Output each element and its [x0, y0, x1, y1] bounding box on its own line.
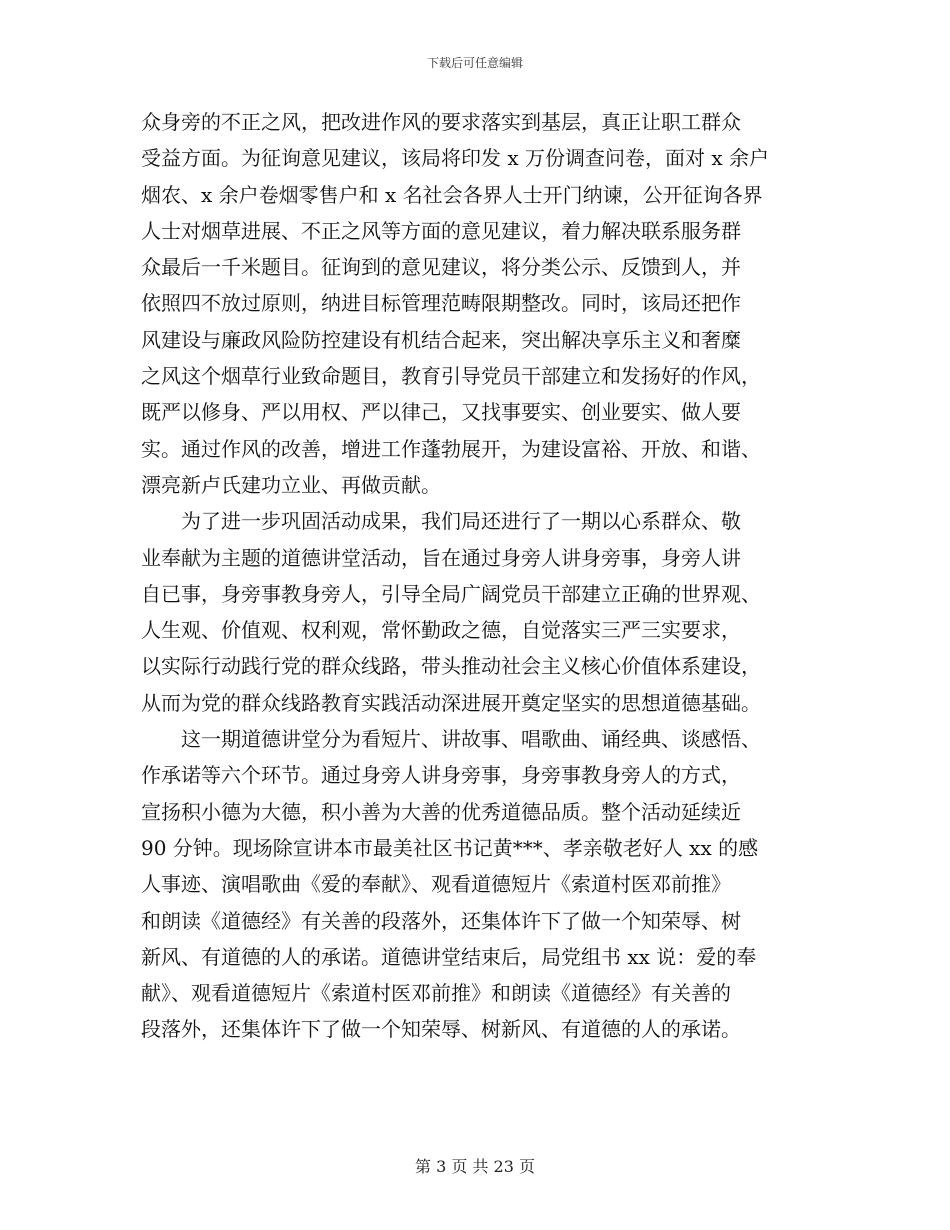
text-line: 自已事，身旁事教身旁人，引导全局广阔党员干部建立正确的世界观、 — [141, 581, 761, 606]
text-line: 烟农、x 余户卷烟零售户和 x 名社会各界人士开门纳谏，公开征询各界 — [141, 182, 763, 207]
document-body — [141, 104, 813, 1048]
text-line: 人事迹、演唱歌曲《爱的奉献》、观看道德短片《索道村医邓前推》 — [141, 872, 731, 897]
text-line: 业奉献为主题的道德讲堂活动，旨在通过身旁人讲身旁事，身旁人讲 — [141, 545, 741, 570]
text-line: 90 分钟。现场除宣讲本市最美社区书记黄***、孝亲敬老好人 xx 的感 — [141, 835, 759, 860]
text-line: 人生观、价值观、权利观，常怀勤政之德，自觉落实三严三实要求， — [141, 618, 741, 643]
page-footer: 第 3 页 共 23 页 — [415, 1157, 535, 1176]
text-line: 众身旁的不正之风，把改进作风的要求落实到基层，真正让职工群众 — [141, 110, 741, 134]
text-line: 从而为党的群众线路教育实践活动深进展开奠定坚实的思想道德基础。 — [141, 690, 761, 715]
text-line: 受益方面。为征询意见建议，该局将印发 x 万份调查问卷，面对 x 余户 — [141, 146, 769, 171]
text-line: 人士对烟草进展、不正之风等方面的意见建议，着力解决联系服务群 — [141, 218, 741, 243]
text-line: 漂亮新卢氏建功立业、再做贡献。 — [141, 472, 441, 497]
page-header: 下载后可任意编辑 — [426, 56, 523, 70]
text-line: 献》、观看道德短片《索道村医邓前推》和朗读《道德经》有关善的 — [141, 981, 731, 1006]
text-line: 以实际行动践行党的群众线路，带头推动社会主义核心价值体系建设， — [141, 654, 761, 679]
text-line: 和朗读《道德经》有关善的段落外，还集体许下了做一个知荣辱、树 — [141, 908, 741, 933]
text-line: 众最后一千米题目。征询到的意见建议，将分类公示、反馈到人，并 — [141, 255, 741, 280]
text-line: 这一期道德讲堂分为看短片、讲故事、唱歌曲、诵经典、谈感悟、 — [181, 727, 761, 752]
text-line: 为了进一步巩固活动成果，我们局还进行了一期以心系群众、敬 — [181, 509, 741, 534]
text-line: 作承诺等六个环节。通过身旁人讲身旁事，身旁事教身旁人的方式， — [141, 763, 741, 788]
text-line: 宣扬积小德为大德，积小善为大善的优秀道德品质。整个活动延续近 — [141, 799, 741, 824]
text-line: 段落外，还集体许下了做一个知荣辱、树新风、有道德的人的承诺。 — [141, 1017, 741, 1042]
text-line: 实。通过作风的改善，增进工作蓬勃展开，为建设富裕、开放、和谐、 — [141, 436, 761, 461]
text-line: 风建设与廉政风险防控建设有机结合起来，突出解决享乐主义和奢糜 — [141, 327, 741, 352]
text-line: 既严以修身、严以用权、严以律己，又找事要实、创业要实、做人要 — [141, 400, 741, 425]
text-line: 之风这个烟草行业致命题目，教育引导党员干部建立和发扬好的作风， — [141, 364, 761, 389]
text-line: 新风、有道德的人的承诺。道德讲堂结束后，局党组书 xx 说：爱的奉 — [141, 944, 757, 969]
text-line: 依照四不放过原则，纳进目标管理范畴限期整改。同时，该局还把作 — [141, 291, 741, 316]
